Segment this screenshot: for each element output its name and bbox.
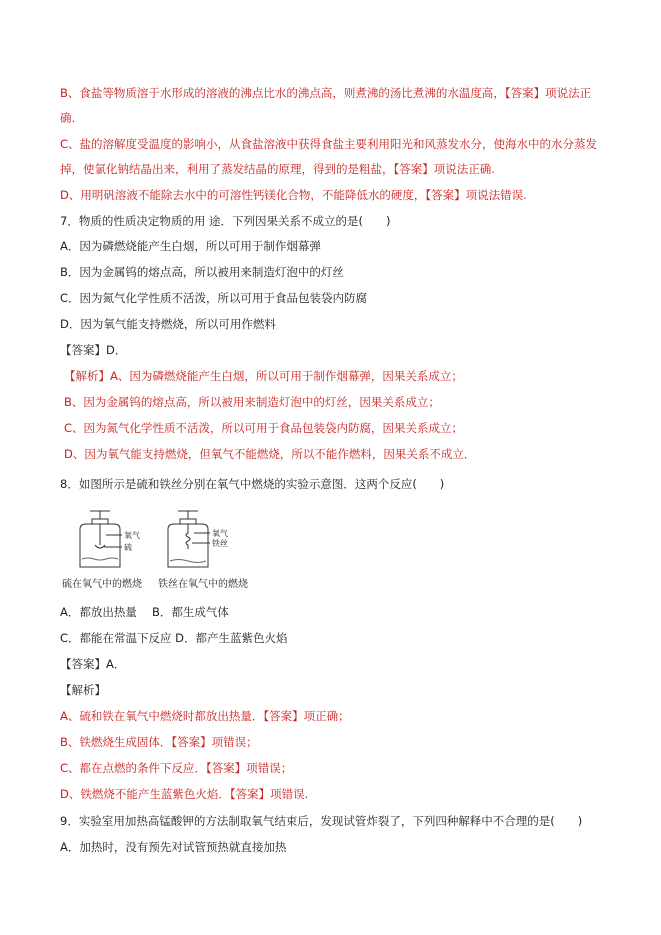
q7-option-a: A．因为磷燃烧能产生白烟，所以可用于制作烟幕弹 xyxy=(60,239,321,253)
q8-explanation-c: C、都在点燃的条件下反应．【答案】项错误； xyxy=(60,761,293,775)
q7-option-d: D．因为氧气能支持燃烧，所以可用作燃料 xyxy=(60,317,276,331)
sulfur-bottle xyxy=(80,511,122,567)
prev-answer-b-line2: 确. xyxy=(60,111,76,125)
q7-option-c: C．因为氮气化学性质不活泼，所以可用于食品包装袋内防腐 xyxy=(60,291,368,305)
q8-explanation-a: A、硫和铁在氧气中燃烧时都放出热量．【答案】项正确； xyxy=(60,709,350,723)
q9-option-a: A．加热时，没有预先对试管预热就直接加热 xyxy=(60,840,287,854)
iron-oxygen-label: 氧气 xyxy=(212,529,228,538)
q8-explanation-d: D、铁燃烧不能产生蓝紫色火焰．【答案】项错误. xyxy=(60,787,309,801)
q8-explanation-b: B、铁燃烧生成固体．【答案】项错误； xyxy=(60,735,258,749)
q8-options-cd: C．都能在常温下反应 D．都产生蓝紫色火焰 xyxy=(60,631,288,645)
q7-answer: 【答案】D． xyxy=(60,343,127,357)
q8-answer: 【答案】A． xyxy=(60,657,126,671)
q7-explanation-d: D、因为氧气能支持燃烧，但氧气不能燃烧，所以不能作燃料，因果关系不成立． xyxy=(64,447,476,461)
prev-answer-c-line1: C、盐的溶解度受温度的影响小，从食盐溶液中获得食盐主要利用阳光和风蒸发水分，使海水中的水分蒸发 xyxy=(60,137,598,151)
q7-explanation-b: B、因为金属钨的熔点高，所以被用来制造灯泡中的灯丝，因果关系成立； xyxy=(64,395,440,409)
q8-stem: 8．如图所示是硫和铁丝分别在氧气中燃烧的实验示意图．这两个反应( ) xyxy=(60,477,445,491)
combustion-diagram xyxy=(60,505,260,595)
caption-iron: 铁丝在氧气中的燃烧 xyxy=(158,579,248,590)
q9-stem: 9．实验室用加热高锰酸钾的方法制取氧气结束后，发现试管炸裂了，下列四种解释中不合理的是( ) xyxy=(60,814,583,828)
iron-bottle xyxy=(168,511,210,567)
sulfur-label: 硫 xyxy=(124,543,132,552)
q7-explanation-a: 【解析】A、因为磷燃烧能产生白烟，所以可用于制作烟幕弹，因果关系成立； xyxy=(64,369,463,383)
prev-answer-b-line1: B、食盐等物质溶于水形成的溶液的沸点比水的沸点高，则煮沸的汤比煮沸的水温度高，【答案】项说法正 xyxy=(60,86,592,100)
q7-option-b: B．因为金属钨的熔点高，所以被用来制造灯泡中的灯丝 xyxy=(60,265,344,279)
q8-options-ab: A．都放出热量 B．都生成气体 xyxy=(60,605,229,619)
prev-answer-d-line1: D、用明矾溶液不能除去水中的可溶性钙镁化合物，不能降低水的硬度，【答案】项说法错误. xyxy=(60,188,527,202)
q8-explanation-head: 【解析】 xyxy=(60,683,106,697)
iron-wire-label: 铁丝 xyxy=(212,539,228,548)
q7-explanation-c: C、因为氮气化学性质不活泼，所以可用于食品包装袋内防腐，因果关系成立； xyxy=(64,421,464,435)
caption-sulfur: 硫在氧气中的燃烧 xyxy=(62,579,142,590)
prev-answer-c-line2: 掉，使氯化钠结晶出来，利用了蒸发结晶的原理，得到的是粗盐，【答案】项说法正确. xyxy=(60,162,495,176)
q7-stem: 7．物质的性质决定物质的用 途．下列因果关系不成立的是( ) xyxy=(60,214,391,228)
sulfur-oxygen-label: 氧气 xyxy=(124,531,140,540)
